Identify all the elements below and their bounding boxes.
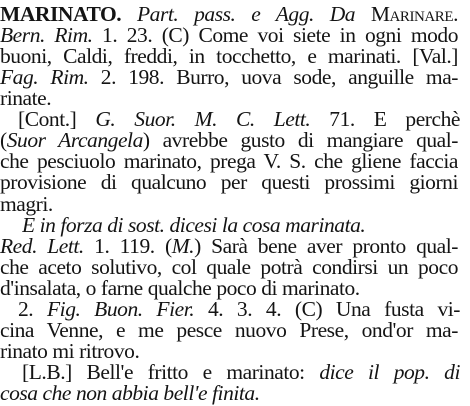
text-run: 71. E perchè xyxy=(310,107,460,131)
text-run: ) avrebbe gusto di mangiare qual- xyxy=(142,128,458,152)
entry-line xyxy=(0,380,458,406)
text-run: dice il pop. di xyxy=(319,360,460,384)
text-run: Fag. Rim. xyxy=(0,65,89,89)
text-run: che pesciuolo marinato, prega V. S. che gliene faccia xyxy=(0,149,458,173)
text-run: provisione di qualcuno per questi prossimi giorni xyxy=(0,170,458,194)
text-run: 4. 3. 4. (C) Una fusta vi- xyxy=(194,297,460,321)
text-run: E in forza di sost. dicesi la cosa marinata. xyxy=(22,213,366,237)
text-run: cosa che non abbia bell'e finita. xyxy=(0,381,260,405)
text-run: rinate. xyxy=(0,86,52,110)
text-run: Marinare xyxy=(370,2,454,26)
text-run: Red. Lett. xyxy=(0,234,84,258)
text-run: cina Venne, e me pesce nuovo Prese, ond'or ma- xyxy=(0,318,458,342)
text-run: 2. xyxy=(18,297,47,321)
text-run: magri. xyxy=(0,192,53,216)
text-run: Bern. Rim. xyxy=(0,23,93,47)
headword: MARINATO. xyxy=(0,2,122,26)
text-run: M. xyxy=(171,234,195,258)
text-run: [L.B.] Bell'e fritto e marinato: xyxy=(22,360,320,384)
text-run: 1. 119. ( xyxy=(83,234,172,258)
text-run: rinato mi ritrovo. xyxy=(0,339,140,363)
text-run: Part. pass. e Agg. Da xyxy=(136,2,371,26)
text-run: buoni, Caldi, freddi, in tocchetto, e marinati. [Val.] xyxy=(0,44,458,68)
text-run: 1. 23. (C) Come voi siete in ogni modo xyxy=(92,23,458,47)
text-run: ( xyxy=(0,128,7,152)
text-run: che aceto solutivo, col quale potrà condirsi un poco xyxy=(0,255,458,279)
text-run: . xyxy=(453,2,458,26)
text-run: Fig. Buon. Fier. xyxy=(46,297,195,321)
text-run: d'insalata, o farne qualche poco di marinato. xyxy=(0,276,360,300)
text-run: Suor Arcangela xyxy=(6,128,143,152)
text-run: [Cont.] xyxy=(18,107,96,131)
text-run: ) Sarà bene aver pronto qual- xyxy=(194,234,458,258)
text-run: G. Suor. M. C. Lett. xyxy=(95,107,311,131)
text-run: 2. 198. Burro, uova sode, anguille ma- xyxy=(88,65,458,89)
